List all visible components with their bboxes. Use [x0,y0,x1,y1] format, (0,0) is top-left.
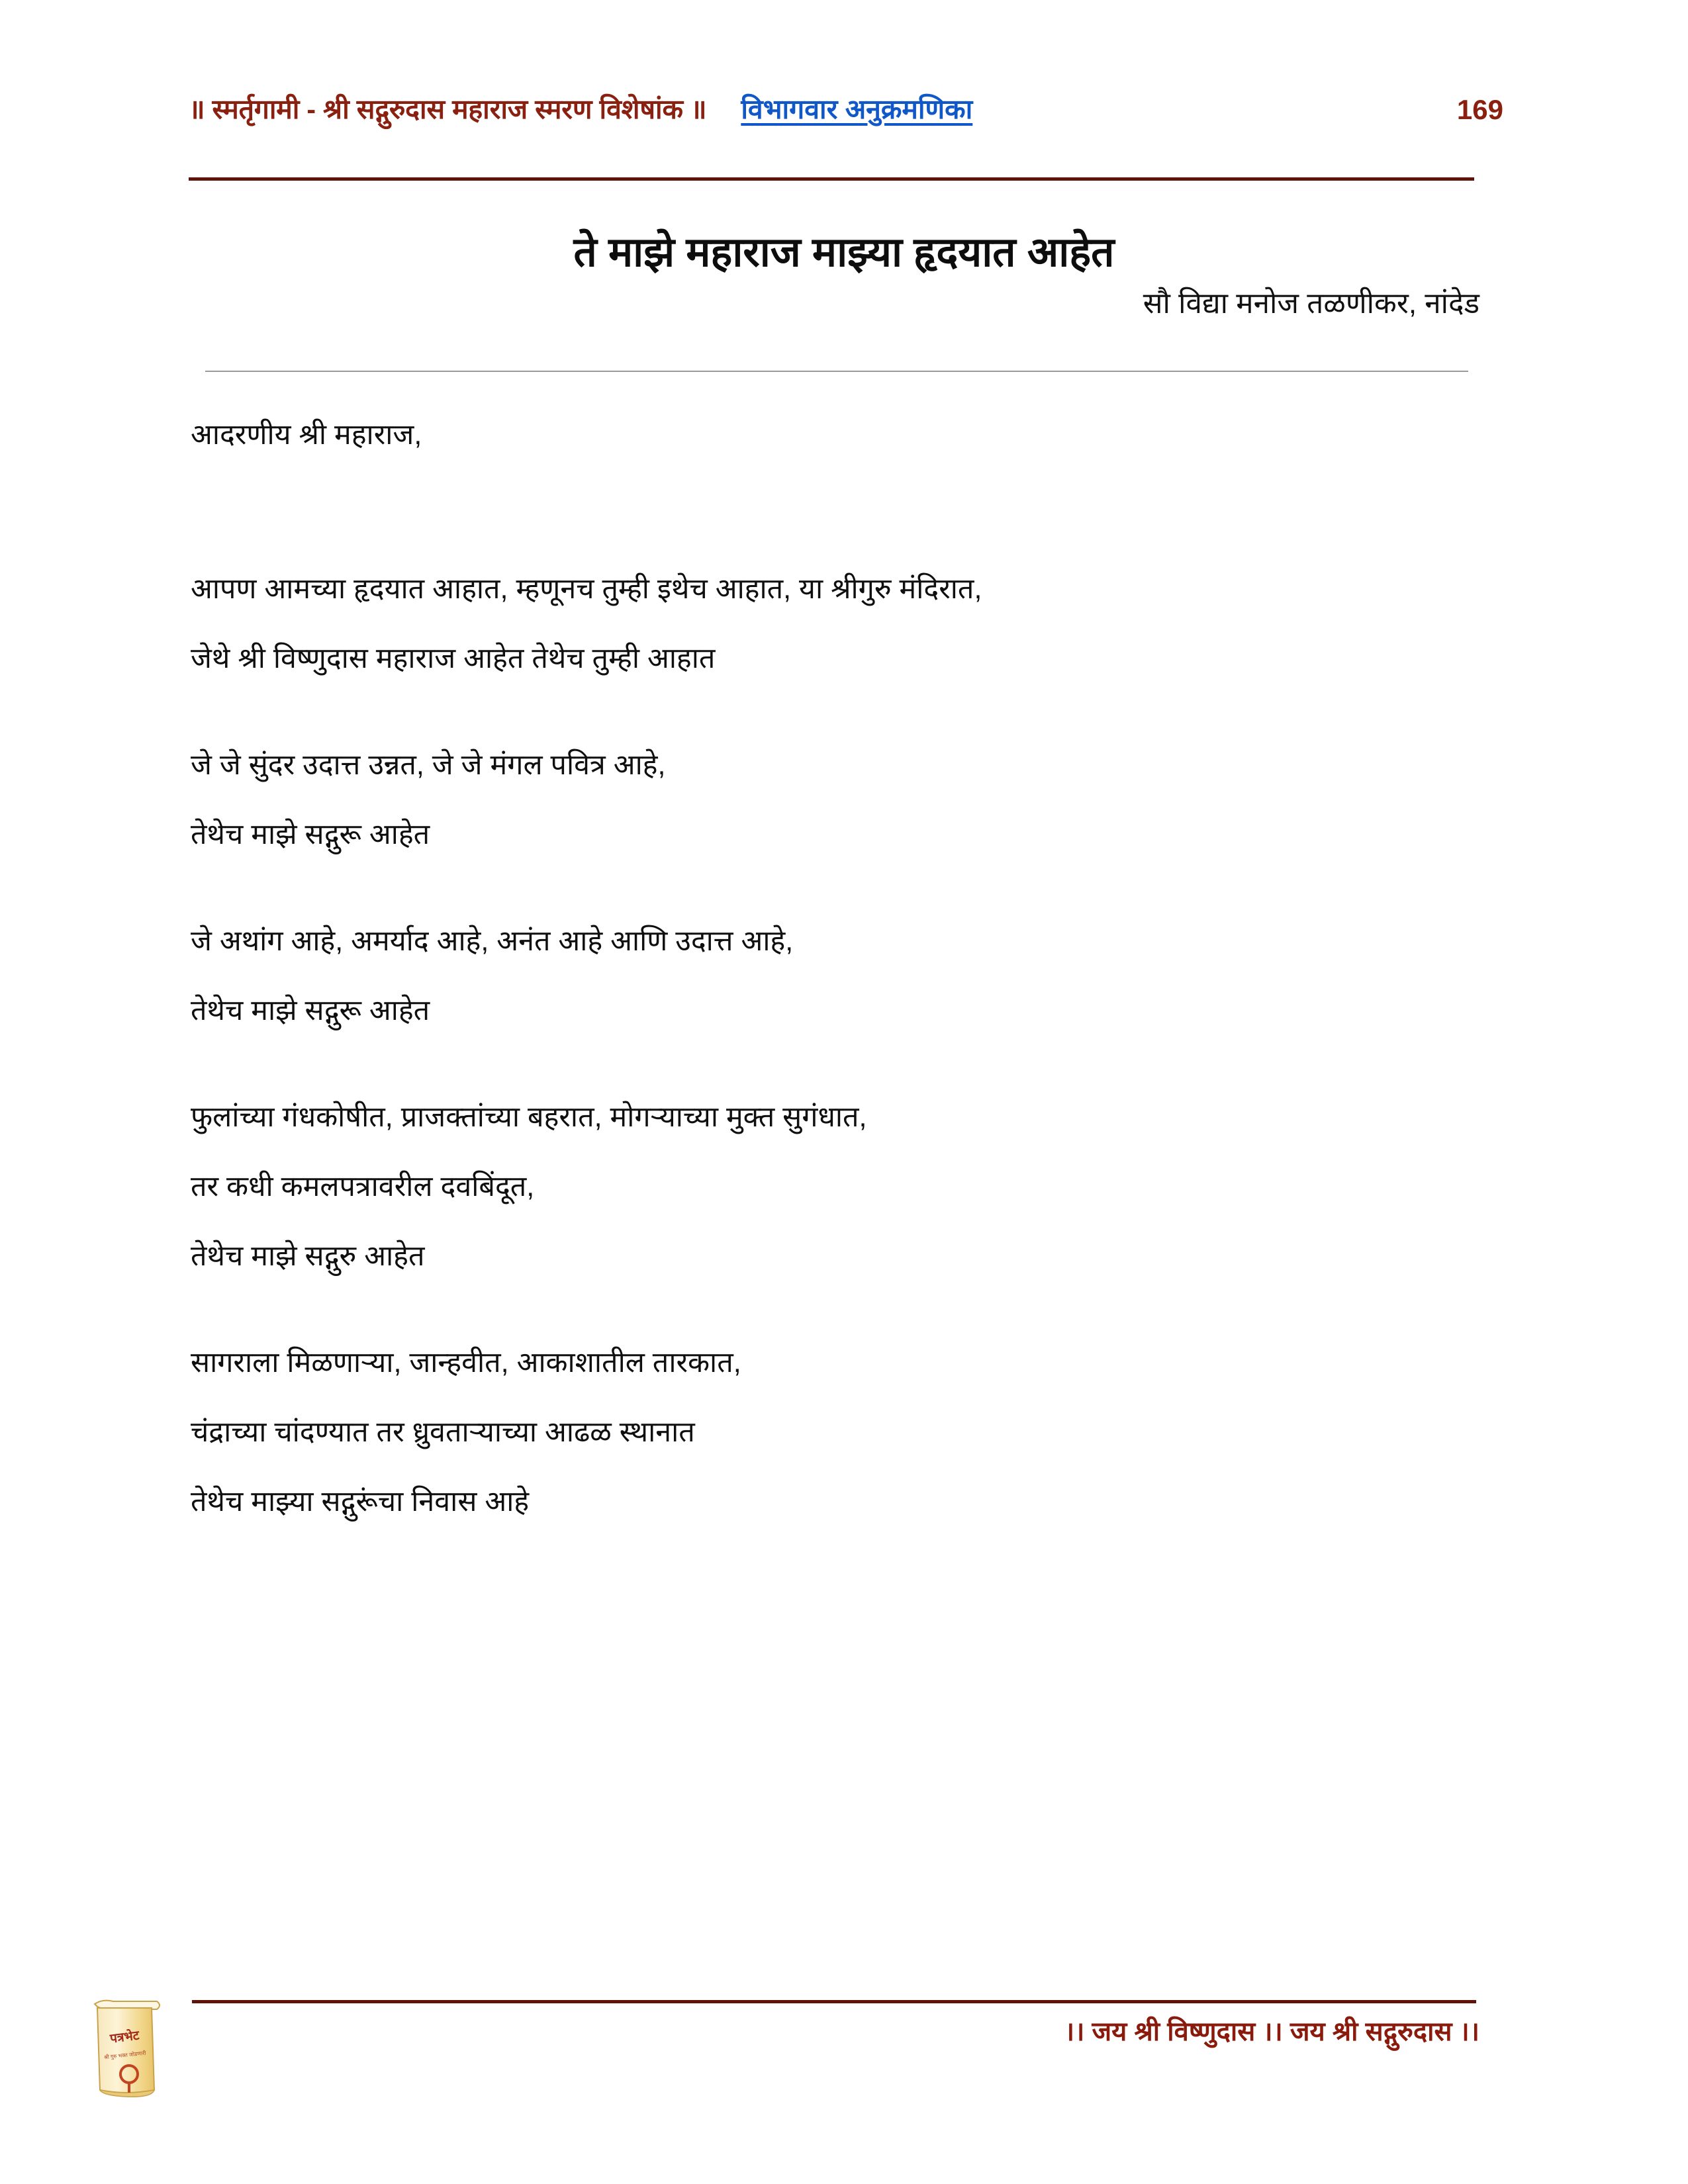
footer-blessing: ।। जय श्री विष्णुदास ।। जय श्री सद्गुरुदास ।। [1064,2017,1479,2046]
title-divider [205,371,1468,372]
body-line: जे अथांग आहे, अमर्याद आहे, अनंत आहे आणि उदात्त आहे, [191,925,794,957]
stanza-5 [191,1328,1488,1537]
body-line: जे जे सुंदर उदात्त उन्नत, जे जे मंगल पवित्र आहे, [191,749,666,781]
article-title: ते माझे महाराज माझ्या हृदयात आहेत [573,229,1115,275]
stanza-3 [191,907,1488,1046]
body-line: आपण आमच्या हृदयात आहात, म्हणूनच तुम्ही इथेच आहात, या श्रीगुरु मंदिरात, [191,573,982,605]
stanza-4 [191,1083,1488,1291]
body-line: फुलांच्या गंधकोषीत, प्राजक्तांच्या बहरात, मोगऱ्याच्या मुक्त सुगंधात, [191,1101,867,1133]
body-line: तेथेच माझ्या सद्गुरूंचा निवास आहे [191,1486,530,1518]
svg-text:श्री गुरु भक्त जोडणारी: श्री गुरु भक्त जोडणारी [103,2050,146,2061]
patrabhet-scroll-icon [83,1992,169,2098]
body-line: आदरणीय श्री महाराज, [191,419,422,451]
index-link[interactable]: विभागवार अनुक्रमणिका [741,94,973,124]
article-author: सौ विद्या मनोज तळणीकर, नांदेड [1143,287,1479,320]
body-line: तेथेच माझे सद्गुरू आहेत [191,995,430,1026]
magazine-title: ॥ स्मर्तृगामी - श्री सद्गुरुदास महाराज स्मरण विशेषांक ॥ [189,94,707,124]
footer-divider [192,2000,1476,2003]
stanza-1 [191,555,1488,694]
stanza-salutation [191,400,1488,470]
page-header [189,93,1506,146]
body-line: तेथेच माझे सद्गुरु आहेत [191,1240,425,1272]
article-body [191,400,1488,1574]
body-line: चंद्राच्या चांदण्यात तर ध्रुवताऱ्याच्या आढळ स्थानात [191,1416,695,1448]
svg-text:पत्रभेट: पत्रभेट [109,2028,140,2046]
body-line: जेथे श्री विष्णुदास महाराज आहेत तेथेच तुम्ही आहात [191,643,716,674]
header-divider [189,177,1474,181]
body-line: सागराला मिळणाऱ्या, जान्हवीत, आकाशातील तारकात, [191,1347,741,1379]
page-number: 169 [1456,94,1503,125]
stanza-2 [191,731,1488,870]
body-line: तर कधी कमलपत्रावरील दवबिंदूत, [191,1171,535,1203]
body-line: तेथेच माझे सद्गुरू आहेत [191,819,430,850]
